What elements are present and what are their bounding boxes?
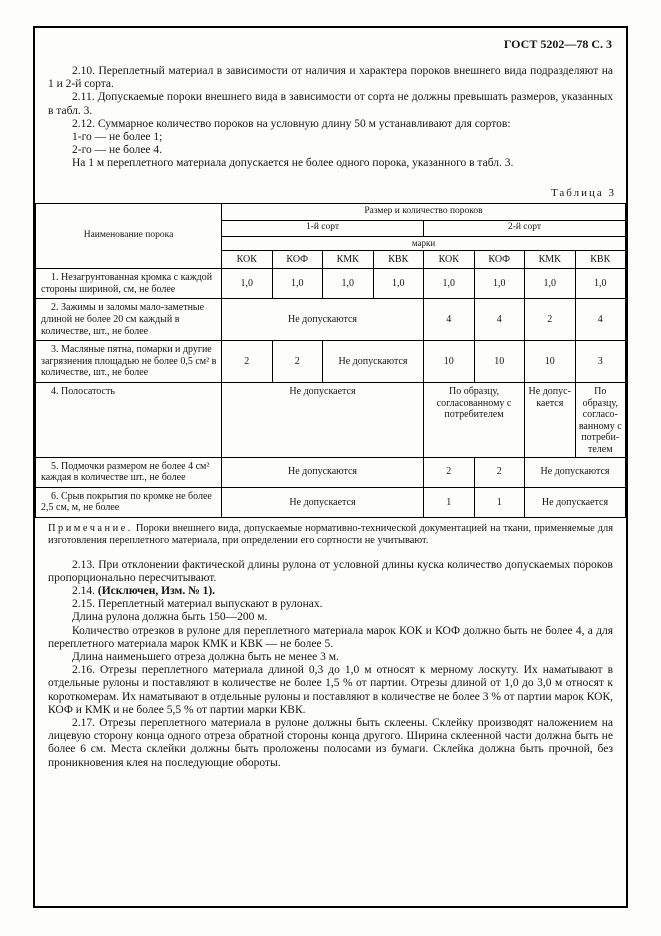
table-cell: 1,0 (575, 269, 626, 299)
table-cell: Не допускаются (222, 457, 424, 487)
page-content (35, 65, 626, 770)
paragraph-2-17: 2.17. Отрезы переплетного материала в рулоне должны быть склеены. Склейку производят наложением на лицевую сторону конца одного отреза обратной стороны конца другого. Ширина склеенной части должна быть не более 6 см. Места склейки должны быть проложены полосами из бумаги. Склейка должна быть прочной, без проникновения клея на последующие обороты. (48, 716, 613, 769)
table-cell: Не допускается (525, 487, 626, 517)
mark-header-kof-1: КОФ (272, 251, 323, 269)
table-cell: 1,0 (272, 269, 323, 299)
column-header-sort-1: 1-й сорт (222, 220, 424, 236)
defect-name-cell: 5. Подмочки размером не более 4 см² каждая в количестве шт., не более (36, 457, 222, 487)
mark-header-kmk-1: КМК (323, 251, 374, 269)
table-row-2 (36, 299, 626, 341)
paragraph-2-15-count: Количество отрезков в рулоне для переплетного материала марок КОК и КОФ должно быть не более 4, а для переплетного материала марок КМК и КВК — не более 5. (48, 624, 613, 650)
mark-header-kok-1: КОК (222, 251, 273, 269)
paragraph-2-11: 2.11. Допускаемые пороки внешнего вида в зависимости от сорта не должны превышать размеров, указанных в табл. 3. (48, 91, 613, 117)
table-cell: 2 (525, 299, 576, 341)
defect-name-cell: 4. Полосатость (36, 382, 222, 457)
mark-header-kvk-1: КВК (373, 251, 424, 269)
table-cell: 10 (525, 341, 576, 383)
column-header-size-count: Размер и количество пороков (222, 203, 626, 220)
mark-header-kok-2: КОК (424, 251, 475, 269)
paragraph-2-12-item1: 1-го — не более 1; (72, 131, 163, 144)
defect-name-cell: 3. Масляные пятна, помарки и другие загрязнения площадью не более 0,5 см² в количестве, шт., не более (36, 341, 222, 383)
table-cell: 4 (575, 299, 626, 341)
paragraph-2-14 (48, 585, 613, 598)
table-cell: 1,0 (424, 269, 475, 299)
column-header-sort-2: 2-й сорт (424, 220, 626, 236)
table-note (48, 523, 613, 547)
paragraph-2-15: 2.15. Переплетный материал выпускают в рулонах. (72, 598, 323, 611)
defects-table (35, 203, 626, 518)
table-row-1 (36, 269, 626, 299)
table-cell: 1,0 (373, 269, 424, 299)
table-row-4 (36, 382, 626, 457)
table-cell: 1 (424, 487, 475, 517)
paragraph-2-16: 2.16. Отрезы переплетного материала длиной 0,3 до 1,0 м относят к мерному лоскуту. Их наматывают в отдельные рулоны и поставляют в количестве не более 1,5 % от партии. Отрезы длиной от 1,0 до 3,0 м относят к короткомерам. Их наматывают в отдельные рулоны и поставляют в количестве не более 3 % от партии марок КОК, КОФ и КМК и не более 5,5 % от партии марки КВК. (48, 664, 613, 716)
paragraph-2-15-min: Длина наименьшего отреза должна быть не менее 3 м. (72, 650, 339, 663)
paragraph-2-12-note: На 1 м переплетного материала допускается не более одного порока, указанного в табл. 3. (72, 157, 514, 170)
column-header-defect-name: Наименование порока (36, 203, 222, 269)
table-cell: Не допускается (222, 487, 424, 517)
table-cell: 1,0 (222, 269, 273, 299)
paragraph-2-12-item2: 2-го — не более 4. (72, 144, 163, 157)
table-cell: 2 (474, 457, 525, 487)
gost-header: ГОСТ 5202—78 С. 3 (503, 37, 612, 51)
paragraph-2-14-number: 2.14. (72, 584, 95, 597)
defect-name-cell: 6. Срыв покрытия по кромке не более 2,5 см, м, не более (36, 487, 222, 517)
table-cell: Не допускается (525, 382, 576, 457)
table-cell: Не допускаются (525, 457, 626, 487)
table-cell: 2 (222, 341, 273, 383)
table-cell: 2 (272, 341, 323, 383)
table-row-3 (36, 341, 626, 383)
paragraph-2-14-excluded: (Исключен, Изм. № 1). (97, 584, 216, 597)
table-cell: 3 (575, 341, 626, 383)
table-cell: По образцу, согласованному с потребителем (575, 382, 626, 457)
table-cell: 4 (424, 299, 475, 341)
note-label: Примечание. (48, 522, 133, 534)
mark-header-kof-2: КОФ (474, 251, 525, 269)
defect-name-cell: 1. Незагрунтованная кромка с каждой стороны шириной, см, не более (36, 269, 222, 299)
paragraph-2-15-length: Длина рулона должна быть 150—200 м. (72, 611, 268, 624)
table-cell: Не допускаются (323, 341, 424, 383)
table-header-row-1 (36, 203, 626, 220)
table-cell: 4 (474, 299, 525, 341)
page-frame (33, 26, 628, 908)
table-cell: 10 (474, 341, 525, 383)
table-cell: По образцу, согласованному с потребителем (424, 382, 525, 457)
paragraph-2-12-intro: 2.12. Суммарное количество пороков на условную длину 50 м устанавливают для сортов: (72, 117, 511, 130)
mark-header-kmk-2: КМК (525, 251, 576, 269)
table-cell: Не допускаются (222, 299, 424, 341)
table-row-5 (36, 457, 626, 487)
table-cell: 1,0 (525, 269, 576, 299)
table-cell: 1,0 (474, 269, 525, 299)
note-text: Пороки внешнего вида, допускаемые нормативно-технической документацией на ткани, применяемые для изготовления переплетного материала, при определении его сортности не учитывают. (48, 522, 613, 546)
defect-name-cell: 2. Зажимы и заломы мало-заметные длиной не более 20 см каждый в количестве, шт., не более (36, 299, 222, 341)
table-cell: 1,0 (323, 269, 374, 299)
table-cell: Не допускается (222, 382, 424, 457)
column-header-marks: марки (222, 236, 626, 251)
table-cell: 1 (474, 487, 525, 517)
paragraph-2-13: 2.13. При отклонении фактической длины рулона от условной длины куска количество допускаемых пороков пропорционально пересчитывают. (48, 558, 613, 584)
mark-header-kvk-2: КВК (575, 251, 626, 269)
table-caption: Таблица 3 (550, 186, 616, 199)
paragraph-2-10: 2.10. Переплетный материал в зависимости от наличия и характера пороков внешнего вида подразделяют на 1 и 2-й сорта. (48, 65, 613, 91)
table-cell: 10 (424, 341, 475, 383)
table-cell: 2 (424, 457, 475, 487)
table-row-6 (36, 487, 626, 517)
